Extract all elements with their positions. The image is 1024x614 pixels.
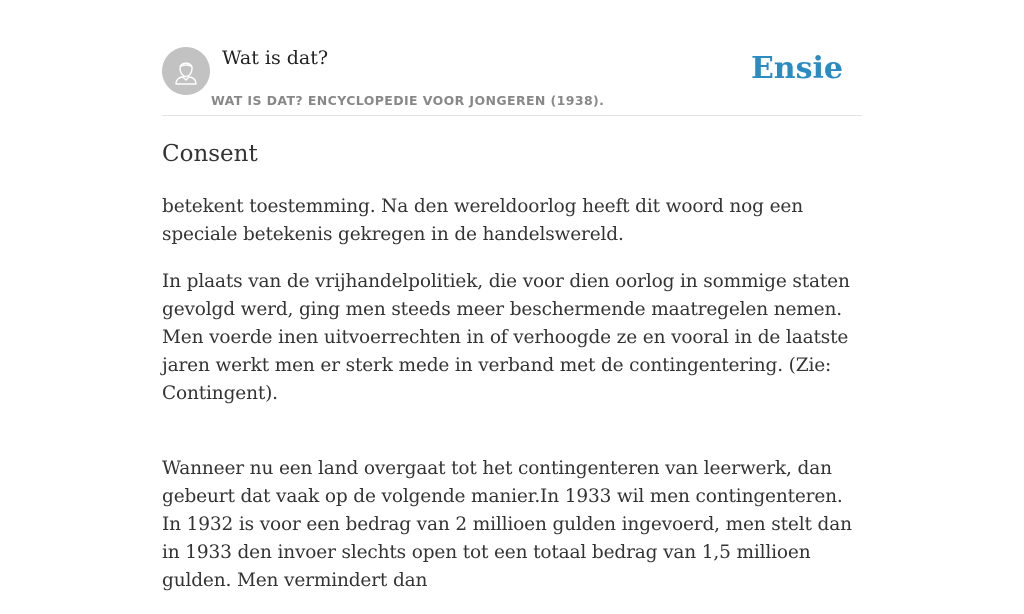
header-divider	[162, 115, 862, 116]
article-paragraph: betekent toestemming. Na den wereldoorlog heeft dit woord nog een speciale betekenis gekregen in de handelswereld.	[162, 196, 803, 245]
article-paragraph: In plaats van de vrijhandelpolitiek, die voor dien oorlog in sommige staten gevolgd werd, ging men steeds meer beschermende maatregelen nemen. Men voerde inen uitvoerrechten in of verhoogde ze en vooral in de laatste jaren werkt men er sterk mede in verband met de contingentering. (Zie: Contingent).	[162, 271, 850, 404]
article-header	[162, 0, 862, 116]
author-name[interactable]: Wat is dat?	[222, 47, 329, 69]
author-avatar[interactable]	[162, 47, 210, 95]
source-label: WAT IS DAT? ENCYCLOPEDIE VOOR JONGEREN (1938).	[211, 93, 605, 108]
article-body	[162, 138, 862, 614]
article-paragraph: Wanneer nu een land overgaat tot het contingenteren van leerwerk, dan gebeurt dat vaak op de volgende manier.In 1933 wil men contingenteren. In 1932 is voor een bedrag van 2 millioen gulden ingevoerd, men stelt dan in 1933 den invoer slechts open tot een totaal bedrag van 1,5 millioen gulden. Men vermindert dan	[162, 458, 852, 591]
article-title: Consent	[162, 141, 258, 167]
user-silhouette-icon	[162, 47, 210, 95]
brand-logo[interactable]: Ensie	[750, 51, 843, 86]
paragraph-gap	[162, 427, 862, 455]
